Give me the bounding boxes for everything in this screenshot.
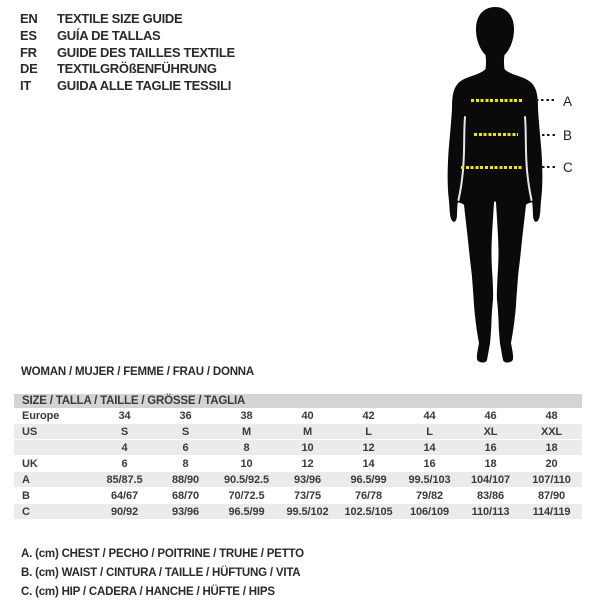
table-cell: 68/70 — [155, 488, 216, 504]
row-label: US — [14, 424, 94, 440]
hip-pointer-line — [542, 166, 557, 168]
table-row-us — [14, 424, 582, 440]
table-cell: 76/78 — [338, 488, 399, 504]
size-table-header: SIZE / TALLA / TAILLE / GRÖSSE / TAGLIA — [14, 394, 582, 408]
lang-row-en — [20, 11, 235, 28]
table-cell: 8 — [216, 440, 277, 456]
row-label: UK — [14, 456, 94, 472]
lang-row-fr — [20, 45, 235, 62]
size-table — [14, 394, 582, 520]
hip-measure-line — [461, 166, 523, 169]
lang-row-it — [20, 78, 235, 95]
table-row-b — [14, 488, 582, 504]
table-row-size-2 — [14, 440, 582, 456]
lang-title: GUÍA DE TALLAS — [57, 27, 161, 43]
lang-row-es — [20, 28, 235, 45]
table-row-a — [14, 472, 582, 488]
size-table-body — [14, 408, 582, 520]
lang-row-de — [20, 61, 235, 78]
table-cell: 44 — [399, 408, 460, 424]
table-cell: 106/109 — [399, 504, 460, 520]
row-label: B — [14, 488, 94, 504]
table-cell: 12 — [277, 456, 338, 472]
table-row-europe — [14, 408, 582, 424]
table-cell: 79/82 — [399, 488, 460, 504]
row-label: C — [14, 504, 94, 520]
legend-chest: A. (cm) CHEST / PECHO / POITRINE / TRUHE / PETTO — [21, 548, 304, 560]
table-cell: 34 — [94, 408, 155, 424]
table-cell: 36 — [155, 408, 216, 424]
chest-measure-line — [471, 99, 522, 102]
waist-marker-label: B — [563, 128, 573, 143]
table-cell: 99.5/102 — [277, 504, 338, 520]
chest-pointer-line — [536, 99, 556, 101]
table-cell: 87/90 — [521, 488, 582, 504]
lang-title: TEXTILE SIZE GUIDE — [57, 11, 183, 26]
table-cell: 40 — [277, 408, 338, 424]
table-cell: 18 — [460, 456, 521, 472]
table-cell: 96.5/99 — [338, 472, 399, 488]
row-label: Europe — [14, 408, 94, 424]
table-cell: M — [277, 424, 338, 440]
language-list — [20, 11, 235, 95]
table-cell: 46 — [460, 408, 521, 424]
table-cell: 38 — [216, 408, 277, 424]
table-cell: 10 — [216, 456, 277, 472]
lang-code: FR — [20, 44, 37, 60]
lang-title: TEXTILGRÖßENFÜHRUNG — [57, 61, 217, 77]
hip-marker-label: C — [563, 160, 573, 175]
table-cell: 16 — [399, 456, 460, 472]
woman-silhouette-figure — [441, 5, 553, 369]
lang-code: ES — [20, 27, 37, 43]
table-cell: L — [338, 424, 399, 440]
table-cell: 90.5/92.5 — [216, 472, 277, 488]
table-cell: 102.5/105 — [338, 504, 399, 520]
table-cell: 93/96 — [277, 472, 338, 488]
table-cell: 12 — [338, 440, 399, 456]
legend-waist: B. (cm) WAIST / CINTURA / TAILLE / HÜFTUNG / VITA — [21, 566, 301, 579]
size-table-grid — [14, 408, 582, 520]
table-cell: 6 — [94, 456, 155, 472]
table-cell: 64/67 — [94, 488, 155, 504]
table-cell: L — [399, 424, 460, 440]
table-cell: 18 — [521, 440, 582, 456]
table-cell: 73/75 — [277, 488, 338, 504]
table-cell: S — [94, 424, 155, 440]
lang-code: DE — [20, 61, 38, 77]
table-cell: 85/87.5 — [94, 472, 155, 488]
table-cell: S — [155, 424, 216, 440]
table-cell: 16 — [460, 440, 521, 456]
chest-marker-label: A — [563, 94, 573, 109]
waist-measure-line — [474, 133, 518, 136]
table-cell: 8 — [155, 456, 216, 472]
table-cell: M — [216, 424, 277, 440]
row-label — [14, 440, 94, 456]
table-cell: XL — [460, 424, 521, 440]
table-cell: 6 — [155, 440, 216, 456]
table-cell: 20 — [521, 456, 582, 472]
waist-pointer-line — [542, 134, 557, 136]
row-label: A — [14, 472, 94, 488]
table-cell: 4 — [94, 440, 155, 456]
table-cell: 42 — [338, 408, 399, 424]
table-cell: 14 — [338, 456, 399, 472]
table-cell: 70/72.5 — [216, 488, 277, 504]
table-cell: 104/107 — [460, 472, 521, 488]
table-cell: 99.5/103 — [399, 472, 460, 488]
table-cell: XXL — [521, 424, 582, 440]
table-row-uk — [14, 456, 582, 472]
measurement-legend — [21, 545, 304, 600]
table-cell: 83/86 — [460, 488, 521, 504]
table-cell: 90/92 — [94, 504, 155, 520]
legend-hip: C. (cm) HIP / CADERA / HANCHE / HÜFTE / HIPS — [21, 585, 275, 598]
table-cell: 96.5/99 — [216, 504, 277, 520]
lang-code: IT — [20, 78, 31, 94]
table-cell: 10 — [277, 440, 338, 456]
lang-title: GUIDE DES TAILLES TEXTILE — [57, 44, 235, 60]
lang-code: EN — [20, 11, 38, 26]
table-cell: 88/90 — [155, 472, 216, 488]
table-cell: 14 — [399, 440, 460, 456]
table-cell: 93/96 — [155, 504, 216, 520]
table-cell: 110/113 — [460, 504, 521, 520]
table-row-c — [14, 504, 582, 520]
table-cell: 114/119 — [521, 504, 582, 520]
lang-title: GUIDA ALLE TAGLIE TESSILI — [57, 78, 232, 94]
women-section-title: WOMAN / MUJER / FEMME / FRAU / DONNA — [21, 366, 255, 378]
table-cell: 48 — [521, 408, 582, 424]
table-cell: 107/110 — [521, 472, 582, 488]
